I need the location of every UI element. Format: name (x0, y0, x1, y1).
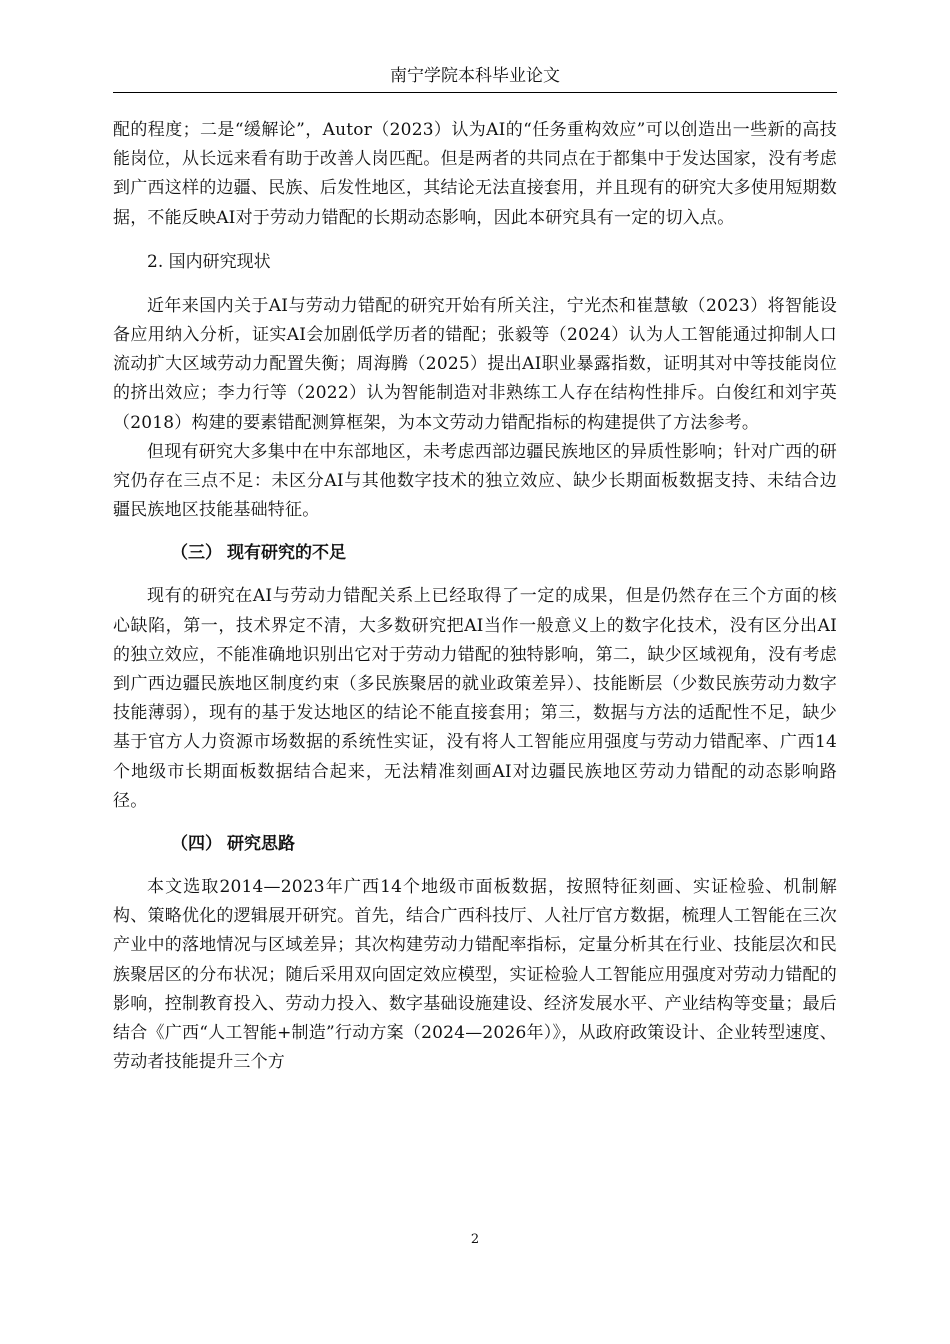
heading-domestic-research: 2. 国内研究现状 (147, 251, 271, 272)
paragraph-intro: 配的程度；二是“缓解论”，Autor（2023）认为AI的“任务重构效应”可以创造出一些新的高技能岗位，从长远来看有助于改善人岗匹配。但是两者的共同点在于都集中于发达国家，没有考虑到广西这样的边疆、民族、后发性地区，其结论无法直接套用，并且现有的研究大多使用短期数据，不能反映AI对于劳动力错配的长期动态影响，因此本研究具有一定的切入点。 (113, 120, 837, 228)
paragraph-research-approach: 本文选取2014—2023年广西14个地级市面板数据，按照特征刻画、实证检验、机制解构、策略优化的逻辑展开研究。首先，结合广西科技厅、人社厅官方数据，梳理人工智能在三次产业中的落地情况与区域差异；其次构建劳动力错配率指标，定量分析其在行业、技能层次和民族聚居区的分布状况；随后采用双向固定效应模型，实证检验人工智能应用强度对劳动力错配的影响，控制教育投入、劳动力投入、数字基础设施建设、经济发展水平、产业结构等变量；最后结合《广西“人工智能+制造”行动方案（2024—2026年）》，从政府政策设计、企业转型速度、劳动者技能提升三个方 (113, 877, 837, 1073)
page-number: 2 (470, 1232, 480, 1247)
header-title: 南宁学院本科毕业论文 (390, 66, 560, 86)
heading-approach-text: 研究思路 (227, 834, 295, 855)
heading-approach-number: （四） (171, 834, 222, 855)
page-content (113, 116, 837, 1077)
paragraph-domestic-2: 但现有研究大多集中在中东部地区，未考虑西部边疆民族地区的异质性影响；针对广西的研究仍存在三点不足：未区分AI与其他数字技术的独立效应、缺少长期面板数据支持、未结合边疆民族地区技能基础特征。 (113, 441, 837, 521)
heading-shortcomings (113, 539, 837, 568)
heading-shortcomings-text: 现有研究的不足 (227, 543, 346, 564)
paragraph-shortcomings: 现有的研究在AI与劳动力错配关系上已经取得了一定的成果，但是仍然存在三个方面的核心缺陷，第一，技术界定不清，大多数研究把AI当作一般意义上的数字化技术，没有区分出AI的独立效应，不能准确地识别出它对于劳动力错配的独特影响，第二，缺少区域视角，没有考虑到广西边疆民族地区制度约束（多民族聚居的就业政策差异）、技能断层（少数民族劳动力数字技能薄弱），现有的基于发达地区的结论不能直接套用；第三，数据与方法的适配性不足，缺少基于官方人力资源市场数据的系统性实证，没有将人工智能应用强度与劳动力错配率、广西14个地级市长期面板数据结合起来，无法精准刻画AI对边疆民族地区劳动力错配的动态影响路径。 (113, 586, 837, 811)
paragraph-domestic-1: 近年来国内关于AI与劳动力错配的研究开始有所关注，宁光杰和崔慧敏（2023）将智能设备应用纳入分析，证实AI会加剧低学历者的错配；张毅等（2024）认为人工智能通过抑制人口流动扩大区域劳动力配置失衡；周海腾（2025）提出AI职业暴露指数，证明其对中等技能岗位的挤出效应；李力行等（2022）认为智能制造对非熟练工人存在结构性排斥。白俊红和刘宇英（2018）构建的要素错配测算框架，为本文劳动力错配指标的构建提供了方法参考。 (113, 295, 837, 433)
heading-shortcomings-number: （三） (171, 543, 222, 564)
page-header (113, 64, 837, 93)
heading-research-approach (113, 830, 837, 859)
